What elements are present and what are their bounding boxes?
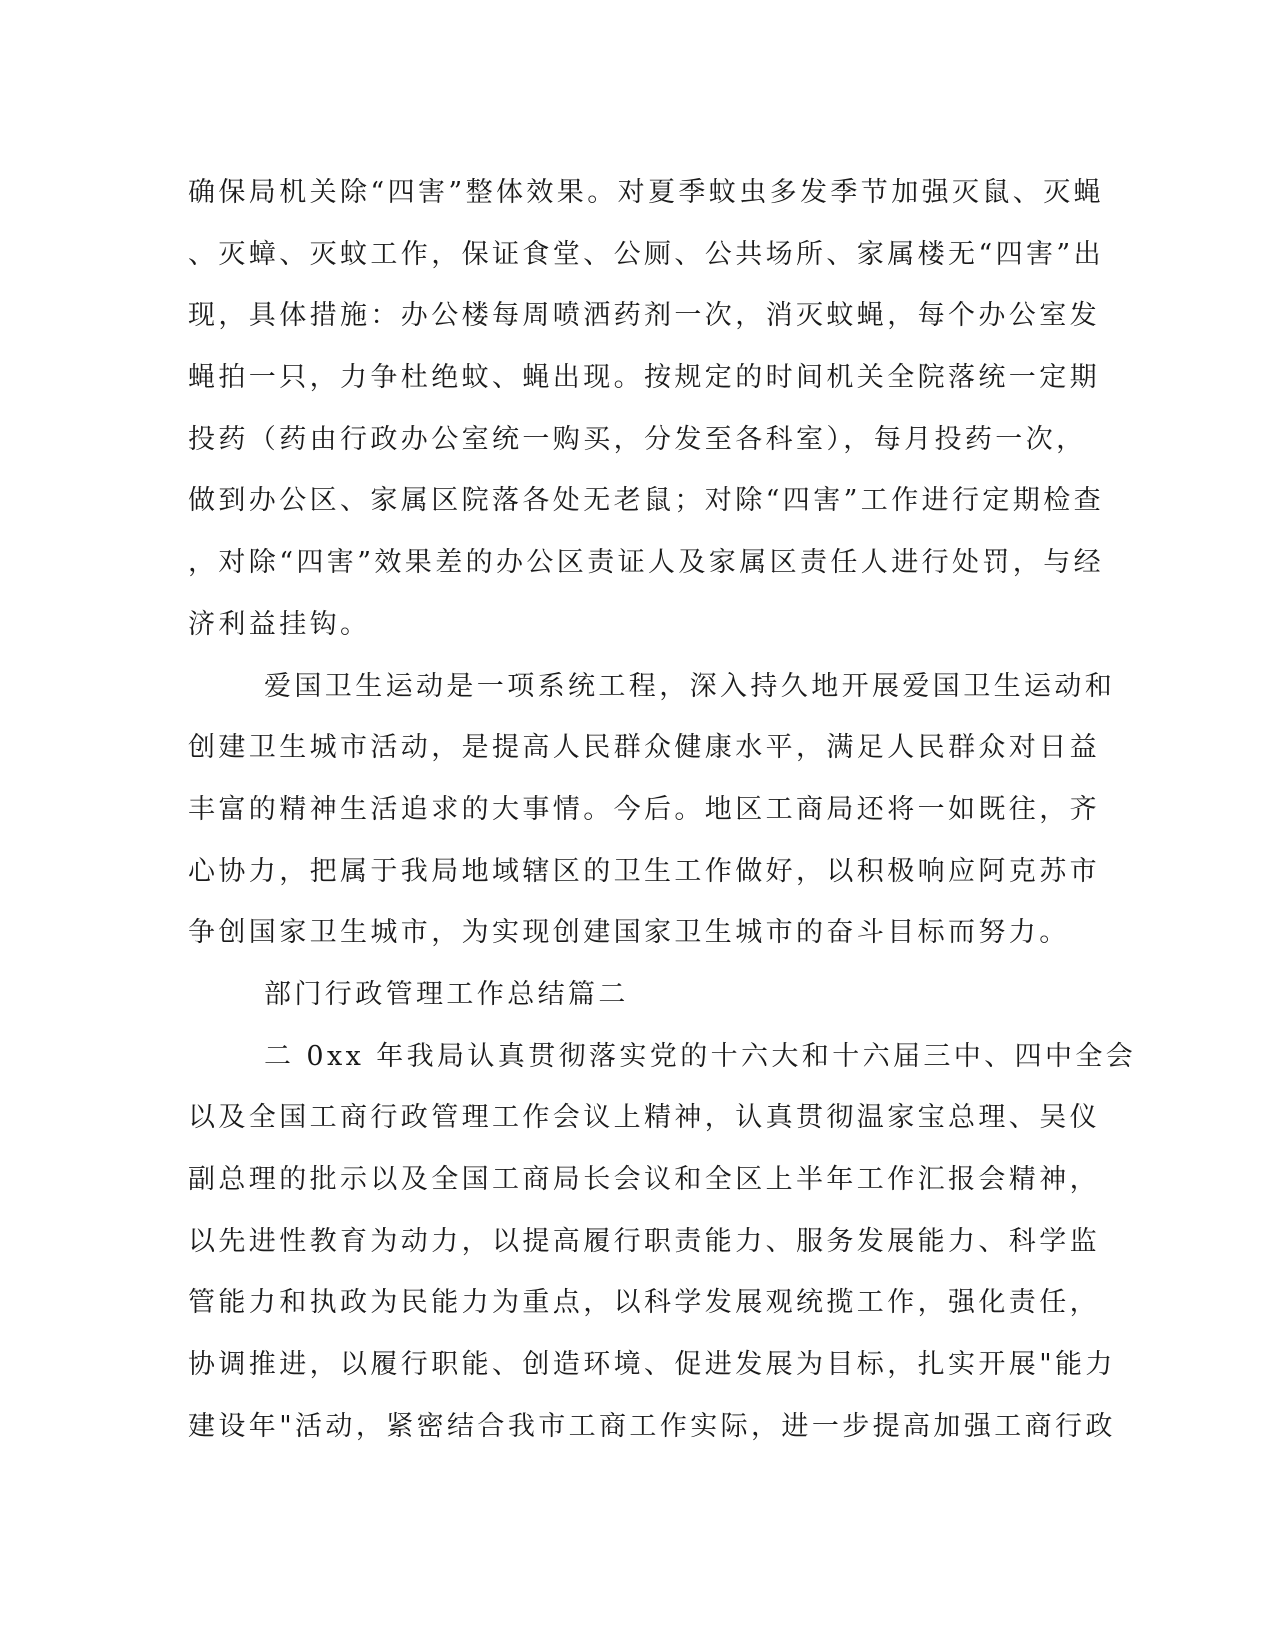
text-line: 确保局机关除“四害”整体效果。对夏季蚊虫多发季节加强灭鼠、灭蝇 <box>188 177 1105 208</box>
text-line: 管能力和执政为民能力为重点，以科学发展观统揽工作，强化责任， <box>188 1287 1100 1319</box>
text-line: 以及全国工商行政管理工作会议上精神，认真贯彻温家宝总理、吴仪 <box>188 1102 1100 1134</box>
text-line: 、灭蟑、灭蚊工作，保证食堂、公厕、公共场所、家属楼无“四害”出 <box>188 238 1105 270</box>
document-body <box>188 162 1137 1457</box>
paragraph-3 <box>188 1026 1137 1458</box>
text-line: 建设年"活动，紧密结合我市工商工作实际，进一步提高加强工商行政 <box>188 1410 1116 1442</box>
paragraph-2 <box>188 656 1116 964</box>
text-line: 爱国卫生运动是一项系统工程，深入持久地开展爱国卫生运动和 <box>264 670 1116 702</box>
section-title: 部门行政管理工作总结篇二 <box>264 978 629 1010</box>
text-line: 心协力，把属于我局地域辖区的卫生工作做好，以积极响应阿克苏市 <box>188 855 1100 887</box>
text-line: 投药（药由行政办公室统一购买，分发至各科室），每月投药一次， <box>188 423 1087 455</box>
text-line: 争创国家卫生城市，为实现创建国家卫生城市的奋斗目标而努力。 <box>188 917 1070 949</box>
text-line: ，对除“四害”效果差的办公区责证人及家属区责任人进行处罚，与经 <box>188 547 1105 579</box>
text-line: 蝇拍一只，力争杜绝蚊、蝇出现。按规定的时间机关全院落统一定期 <box>188 362 1100 394</box>
text-line: 以先进性教育为动力，以提高履行职责能力、服务发展能力、科学监 <box>188 1225 1100 1257</box>
text-line: 丰富的精神生活追求的大事情。今后。地区工商局还将一如既往，齐 <box>188 793 1100 825</box>
text-line: 现，具体措施：办公楼每周喷洒药剂一次，消灭蚊蝇，每个办公室发 <box>188 300 1100 332</box>
text-line: 二 0xx 年我局认真贯彻落实党的十六大和十六届三中、四中全会 <box>264 1040 1137 1072</box>
text-line: 济利益挂钩。 <box>188 608 371 640</box>
section-heading <box>188 964 1088 1026</box>
text-line: 协调推进，以履行职能、创造环境、促进发展为目标，扎实开展"能力 <box>188 1349 1116 1381</box>
text-line: 副总理的批示以及全国工商局长会议和全区上半年工作汇报会精神， <box>188 1164 1100 1195</box>
text-line: 创建卫生城市活动，是提高人民群众健康水平，满足人民群众对日益 <box>188 732 1100 764</box>
paragraph-1 <box>188 162 1105 656</box>
text-line: 做到办公区、家属区院落各处无老鼠；对除“四害”工作进行定期检查 <box>188 485 1105 517</box>
